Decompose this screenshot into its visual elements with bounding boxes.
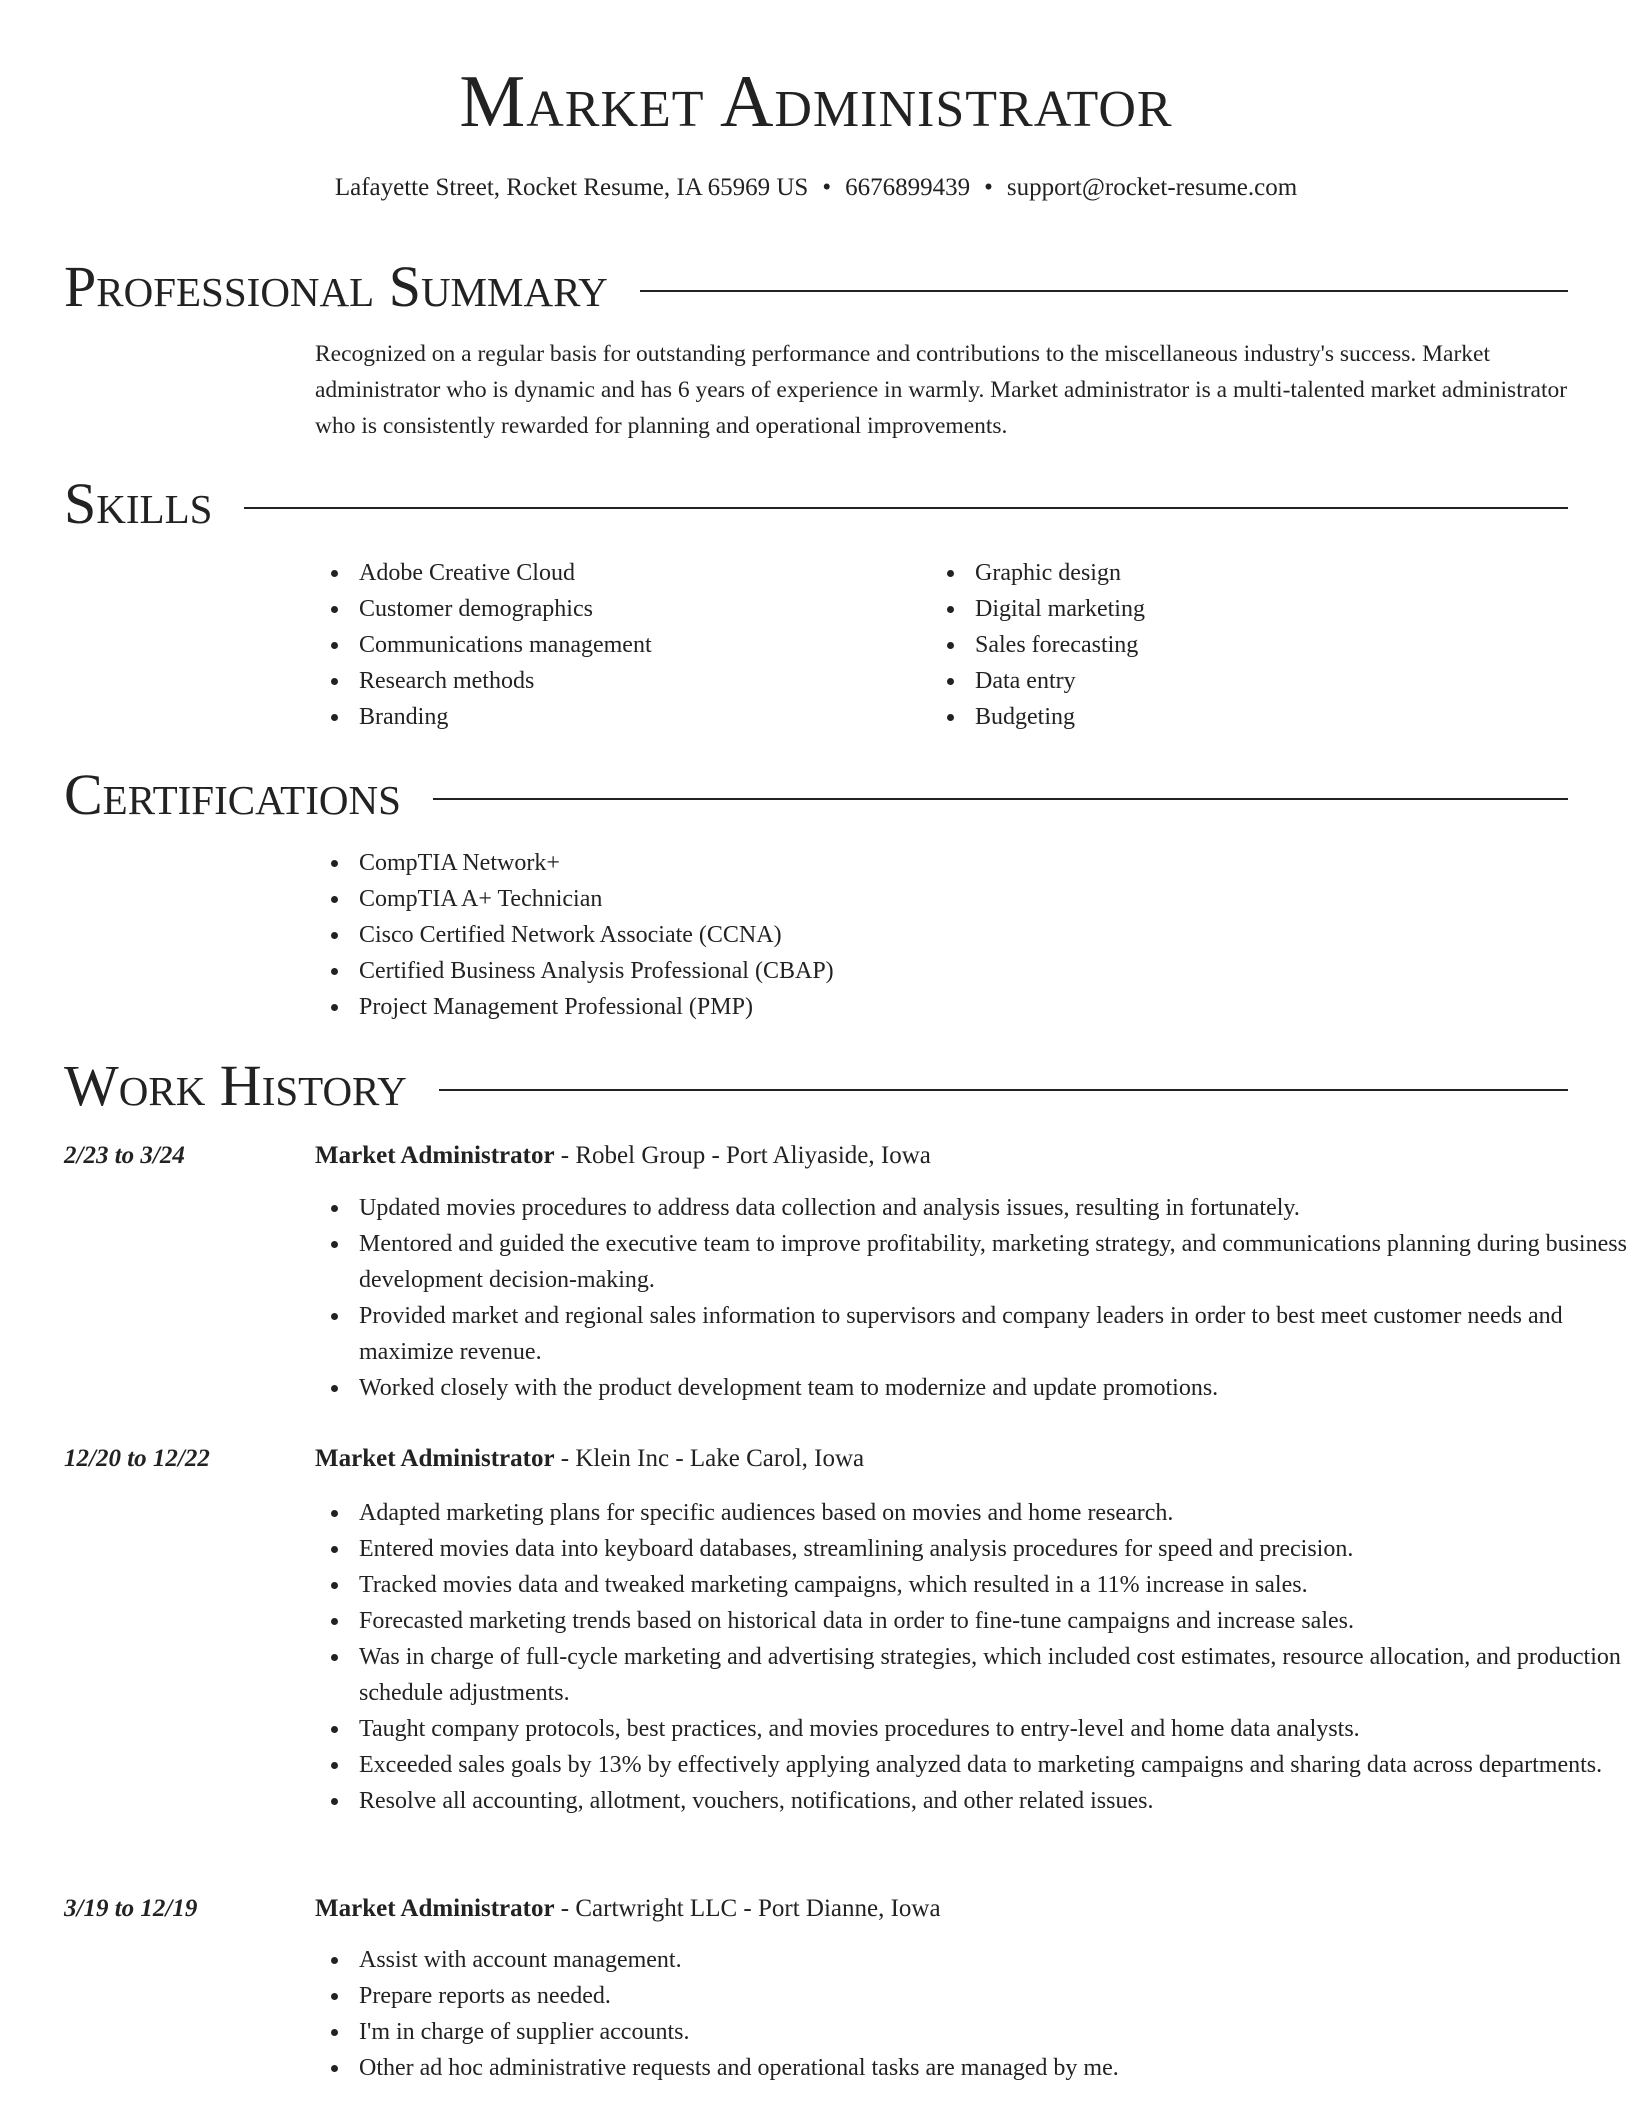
section-title-summary: Professional Summary [64, 254, 608, 319]
contact-line [0, 174, 1632, 202]
job-bullet: Mentored and guided the executive team to improve profitability, marketing strategy, and communications planning during business development decision-making. [315, 1226, 1632, 1298]
skills-list-left [315, 555, 875, 735]
job-bullet: Exceeded sales goals by 13% by effectively applying analyzed data to marketing campaigns and sharing data across departments. [315, 1747, 1632, 1783]
job-dates: 12/20 to 12/22 [64, 1445, 210, 1472]
job-dates: 3/19 to 12/19 [64, 1895, 198, 1922]
contact-address: Lafayette Street, Rocket Resume, IA 65969 US [334, 174, 809, 201]
certifications-list [315, 845, 1515, 1025]
job-title-line [315, 1138, 931, 1174]
certification-item: CompTIA A+ Technician [315, 881, 1515, 917]
job-bullet: Forecasted marketing trends based on historical data in order to fine-tune campaigns and increase sales. [315, 1603, 1632, 1639]
job-bullet: Updated movies procedures to address data collection and analysis issues, resulting in fortunately. [315, 1190, 1632, 1226]
certification-item: Certified Business Analysis Professional (CBAP) [315, 953, 1515, 989]
contact-email: support@rocket-resume.com [1006, 174, 1298, 201]
section-divider [439, 1089, 1568, 1091]
job-dates: 2/23 to 3/24 [64, 1142, 185, 1169]
job-title-line [315, 1891, 941, 1927]
skill-item: Adobe Creative Cloud [315, 555, 875, 591]
skill-item: Research methods [315, 663, 875, 699]
job-bullet: Taught company protocols, best practices, and movies procedures to entry-level and home data analysts. [315, 1711, 1632, 1747]
contact-separator: • [984, 174, 993, 201]
contact-separator: • [822, 174, 832, 201]
skill-item: Branding [315, 699, 875, 735]
job-bullet: Prepare reports as needed. [315, 1978, 1632, 2014]
job-bullets [315, 1190, 1632, 1406]
skill-item: Sales forecasting [931, 627, 1491, 663]
section-divider [244, 507, 1568, 509]
job-bullet: Tracked movies data and tweaked marketing campaigns, which resulted in a 11% increase in sales. [315, 1567, 1632, 1603]
job-bullets [315, 1495, 1632, 1819]
resume-name: Market Administrator [459, 61, 1173, 143]
skill-item: Budgeting [931, 699, 1491, 735]
job-role: Market Administrator [315, 1142, 555, 1169]
summary-section-header [64, 254, 1568, 319]
section-divider [433, 798, 1568, 800]
job-bullet: I'm in charge of supplier accounts. [315, 2014, 1632, 2050]
job-bullet: Was in charge of full-cycle marketing and advertising strategies, which included cost estimates, resource allocation, and production schedule adjustments. [315, 1639, 1632, 1711]
skill-item: Graphic design [931, 555, 1491, 591]
job-company-location: - Cartwright LLC - Port Dianne, Iowa [554, 1895, 941, 1922]
job-bullet: Assist with account management. [315, 1942, 1632, 1978]
job-bullet: Entered movies data into keyboard databases, streamlining analysis procedures for speed and precision. [315, 1531, 1632, 1567]
section-title-work-history: Work History [64, 1053, 407, 1118]
summary-text: Recognized on a regular basis for outstanding performance and contributions to the miscellaneous industry's success. Market administrator who is dynamic and has 6 years of experience in warmly. Market administrator is a multi-talented market administrator who is consistently rewarded for planning and operational improvements. [315, 341, 1568, 439]
certifications-section-header [64, 762, 1568, 827]
job-bullet: Resolve all accounting, allotment, vouchers, notifications, and other related issues. [315, 1783, 1632, 1819]
job-company-location: - Klein Inc - Lake Carol, Iowa [554, 1445, 865, 1472]
certification-item: CompTIA Network+ [315, 845, 1515, 881]
skill-item: Data entry [931, 663, 1491, 699]
section-title-skills: Skills [64, 471, 213, 536]
section-title-certifications: Certifications [64, 762, 401, 827]
job-bullet: Other ad hoc administrative requests and operational tasks are managed by me. [315, 2050, 1632, 2086]
section-divider [640, 290, 1568, 292]
job-bullet: Worked closely with the product development team to modernize and update promotions. [315, 1370, 1632, 1406]
certification-item: Cisco Certified Network Associate (CCNA) [315, 917, 1515, 953]
work-section-header [64, 1053, 1568, 1118]
job-bullets [315, 1942, 1632, 2086]
job-role: Market Administrator [315, 1895, 555, 1922]
job-bullet: Adapted marketing plans for specific audiences based on movies and home research. [315, 1495, 1632, 1531]
skill-item: Customer demographics [315, 591, 875, 627]
job-role: Market Administrator [315, 1445, 555, 1472]
contact-phone: 6676899439 [845, 174, 971, 201]
job-bullet: Provided market and regional sales information to supervisors and company leaders in order to best meet customer needs and maximize revenue. [315, 1298, 1632, 1370]
job-title-line [315, 1441, 864, 1477]
certification-item: Project Management Professional (PMP) [315, 989, 1515, 1025]
skill-item: Digital marketing [931, 591, 1491, 627]
job-company-location: - Robel Group - Port Aliyaside, Iowa [554, 1142, 931, 1169]
skill-item: Communications management [315, 627, 875, 663]
skills-list-right [931, 555, 1491, 735]
skills-section-header [64, 471, 1568, 536]
